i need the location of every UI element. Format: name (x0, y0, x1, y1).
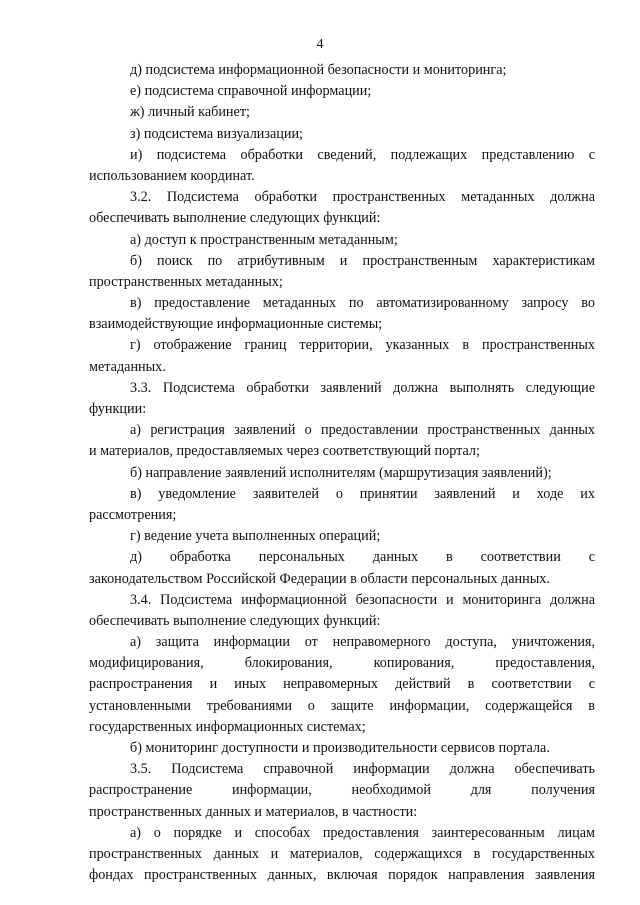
text-line: а) защита информации от неправомерного доступа, уничтожения, (130, 634, 595, 651)
text-line: д) подсистема информационной безопасности и мониторинга; (130, 62, 507, 78)
text-line: 3.2. Подсистема обработки пространственных метаданных должна (130, 189, 595, 206)
text-line: модифицирования, блокирования, копирования, предоставления, (89, 655, 595, 672)
text-line: з) подсистема визуализации; (130, 125, 303, 142)
text-line: обеспечивать выполнение следующих функций: (89, 210, 381, 227)
text-line: б) мониторинг доступности и производительности сервисов портала. (130, 740, 550, 756)
text-line: 3.5. Подсистема справочной информации должна обеспечивать (130, 761, 595, 778)
text-line: обеспечивать выполнение следующих функций: (89, 612, 381, 629)
text-line: в) уведомление заявителей о принятии заявлений и ходе их (130, 485, 595, 502)
text-line: б) поиск по атрибутивным и пространственным характеристикам (130, 252, 595, 269)
text-line: д) обработка персональных данных в соответствии с (130, 549, 595, 566)
text-line: и) подсистема обработки сведений, подлежащих представлению с (130, 146, 595, 163)
text-line: г) отображение границ территории, указанных в пространственных (130, 337, 595, 354)
text-line: установленными требованиями о защите информации, содержащейся в (89, 697, 595, 714)
text-line: ж) личный кабинет; (130, 104, 250, 121)
page-number: 4 (316, 37, 324, 52)
text-line: использованием координат. (89, 167, 255, 184)
text-line: а) доступ к пространственным метаданным; (130, 231, 398, 248)
text-line: законодательством Российской Федерации в области персональных данных. (89, 570, 550, 587)
text-line: б) направление заявлений исполнителям (маршрутизация заявлений); (130, 464, 552, 481)
text-line: функции: (89, 401, 147, 417)
text-line: 3.4. Подсистема информационной безопасности и мониторинга должна (130, 591, 595, 608)
text-line: метаданных. (89, 358, 166, 375)
document-body (89, 60, 595, 886)
text-line: е) подсистема справочной информации; (130, 83, 372, 100)
text-line: рассмотрения; (89, 506, 177, 523)
text-line: пространственных данных и материалов, в частности: (89, 803, 418, 820)
text-line: распространение информации, необходимой для получения (89, 782, 595, 799)
text-line: г) ведение учета выполненных операций; (130, 528, 381, 545)
text-line: пространственных метаданных; (89, 273, 283, 290)
text-line: пространственных данных и материалов, содержащихся в государственных (89, 845, 595, 862)
text-line: в) предоставление метаданных по автоматизированному запросу во (130, 295, 595, 312)
text-line: государственных информационных системах; (89, 718, 366, 735)
text-line: распространения и иных неправомерных действий в соответствии с (89, 676, 595, 693)
text-line: и материалов, предоставляемых через соответствующий портал; (89, 443, 480, 460)
text-line: а) о порядке и способах предоставления заинтересованным лицам (130, 824, 595, 841)
text-line: 3.3. Подсистема обработки заявлений должна выполнять следующие (130, 379, 595, 396)
text-line: взаимодействующие информационные системы; (89, 316, 383, 333)
text-line: а) регистрация заявлений о предоставлении пространственных данных (130, 422, 595, 439)
text-line: фондах пространственных данных, включая порядок направления заявления (89, 867, 595, 884)
